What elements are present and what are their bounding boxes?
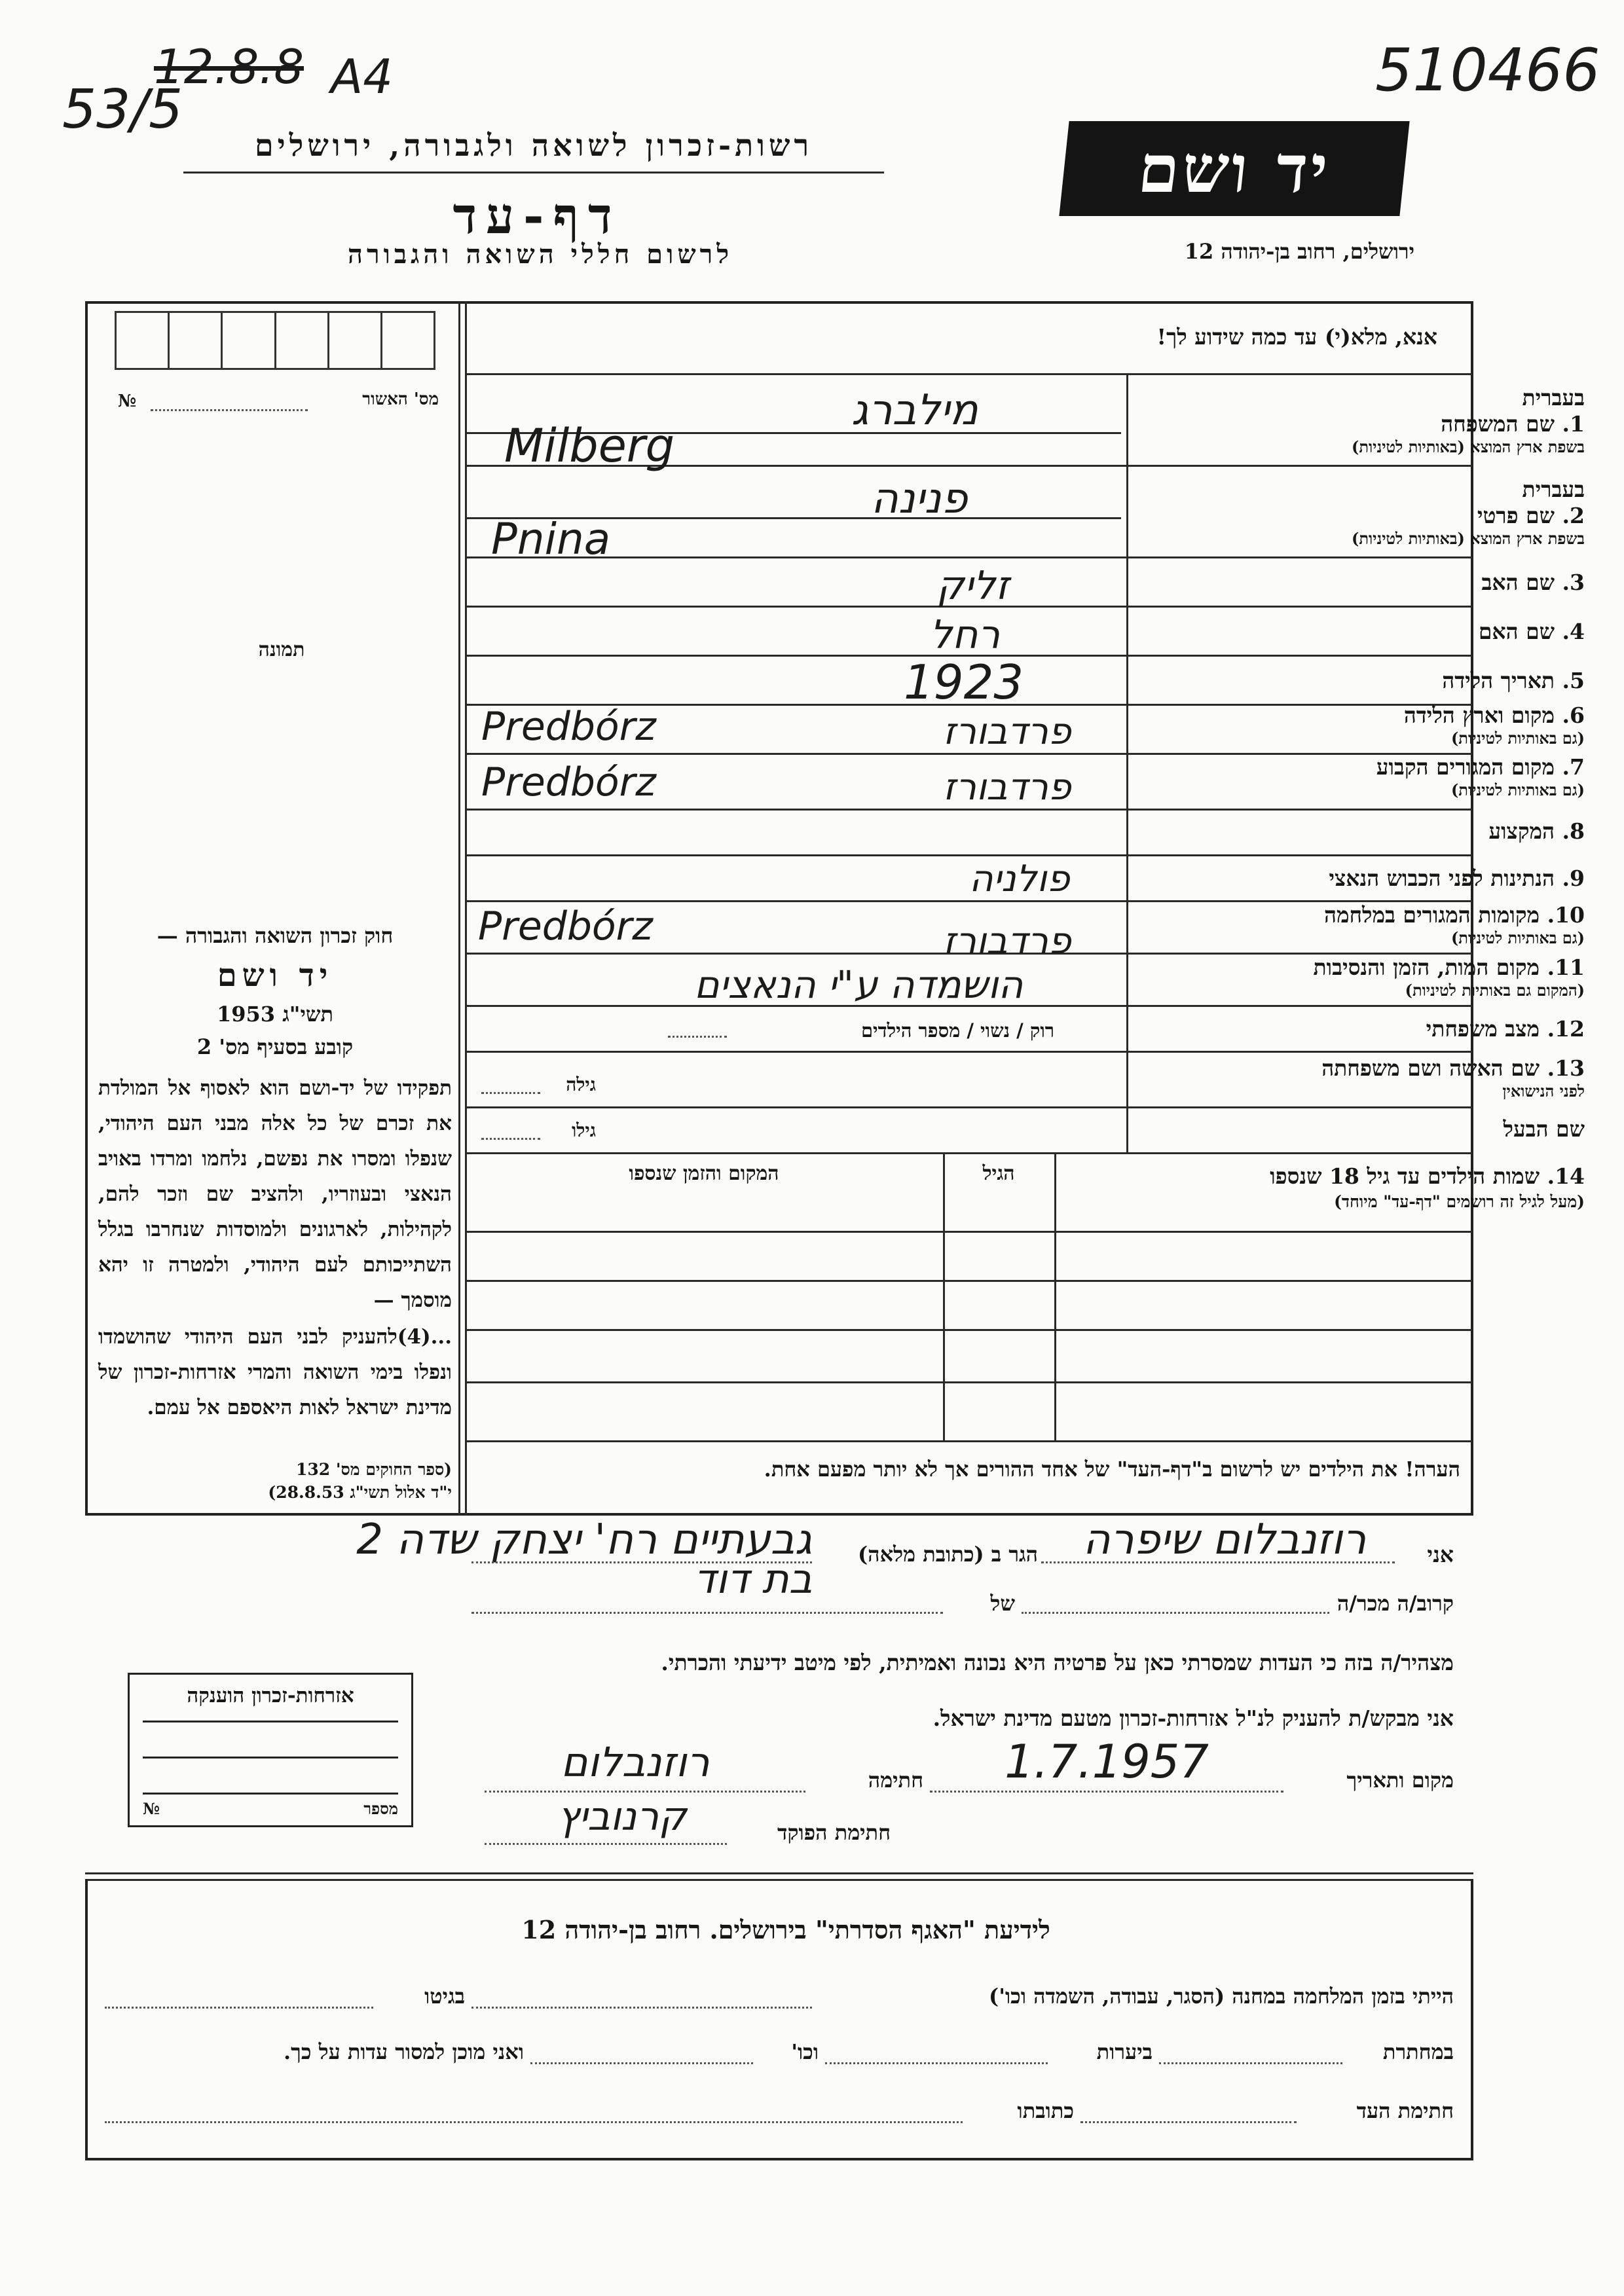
footer-underground-label: במחתרת	[1382, 2039, 1454, 2064]
declarant-address: גבעתיים רח' יצחק שדה 2	[356, 1516, 812, 1564]
organization-line: רשות-זכרון לשואה ולגבורה, ירושלים	[254, 128, 813, 163]
form-subtitle: לרשום חללי השואה והגבורה	[347, 239, 733, 270]
form-title: דף-עד	[452, 187, 621, 245]
field-surname-hebrew: מילברג	[851, 386, 978, 435]
instruction-text: אנא, מלא(י) עד כמה שידוע לך!	[1156, 324, 1437, 350]
field-nationality-value: פולניה	[969, 858, 1070, 900]
header-address: ירושלים, רחוב בן-יהודה 12	[1184, 239, 1414, 264]
field-wife-name-label: 13. שם האשה ושם משפחתה לפני הנישואין	[1321, 1055, 1585, 1101]
footer-title: לידיעת "האגף הסדרתי" בירושלים. רחוב בן-יהודה 12	[521, 1915, 1050, 1944]
law-year: תשי"ג 1953	[217, 1002, 333, 1027]
field-father-label: 3. שם האב	[1481, 570, 1585, 595]
law-title: חוק זכרון השואה והגבורה —	[157, 923, 394, 948]
children-note: הערה! את הילדים יש לרשום ב"דף-העד" של אחד ההורים אך לא יותר מפעם אחת.	[764, 1457, 1460, 1482]
signature-value: רוזנבלום	[561, 1738, 710, 1786]
children-label: 14. שמות הילדים עד גיל 18 שנספו (מעל לגיל זה רושמים "דף-עד" מיוחד)	[1270, 1163, 1585, 1211]
footer-witness-signature-label: חתימת העד	[1356, 2098, 1454, 2123]
field-husband-name-label: שם הבעל	[1503, 1116, 1585, 1142]
citizenship-granted-box	[128, 1673, 413, 1827]
field-husband-age-label: גילו	[572, 1120, 596, 1141]
officer-signature-value: קרנוביץ	[557, 1794, 687, 1840]
field-profession-label: 8. המקצוע	[1488, 818, 1585, 844]
top-left-handwritten-number: 53/5	[62, 79, 183, 141]
law-clause: קובע בסעיף מס' 2	[196, 1034, 354, 1059]
yad-vashem-logo	[1059, 121, 1409, 216]
footer-camp-label: הייתי בזמן המלחמה במחנה (הסגר, עבודה, השמדה וכו')	[989, 1984, 1454, 2009]
footer-witness-address-label: כתובתו	[1017, 2098, 1074, 2123]
place-date-label: מקום ותאריך	[1346, 1768, 1454, 1793]
children-place-header: המקום והזמן שנספו	[629, 1162, 779, 1185]
relation-value: בת דוד	[693, 1555, 813, 1603]
footer-ghetto-label: בגיטו	[424, 1984, 465, 2009]
declarant-address-label: הגר ב (כתובת מלאה)	[858, 1542, 1038, 1567]
declaration-request: אני מבקש/ת להעניק לנ"ל אזרחות-זכרון מטעם מדינת ישראל.	[932, 1705, 1454, 1731]
field-marital-status-label: 12. מצב משפחתי	[1426, 1016, 1585, 1042]
citizenship-box-title: אזרחות-זכרון הוענקה	[187, 1684, 354, 1707]
approval-number-symbol: №	[118, 392, 137, 411]
field-father-value: זליק	[936, 563, 1009, 609]
field-marital-status-options: רוק / נשוי / מספר הילדים	[860, 1019, 1054, 1042]
field-birthplace-latin: Predbórz	[481, 704, 656, 750]
field-mother-value: רחל	[930, 612, 1001, 658]
field-nationality-label: 9. הנתינות לפני הכבוש הנאצי	[1329, 866, 1585, 891]
field-wartime-residence-hebrew: פרדבורז	[943, 920, 1071, 962]
left-column-divider-inner	[458, 301, 460, 1516]
field-wartime-residence-label: 10. מקומות המגורים במלחמה (גם באותיות לטיניות)	[1323, 902, 1585, 947]
field-mother-label: 4. שם האם	[1478, 619, 1585, 644]
citizenship-box-number-label: מספר	[363, 1799, 398, 1818]
declarant-name: רוזנבלום שיפרה	[1082, 1516, 1367, 1564]
left-column-divider	[465, 301, 467, 1516]
label-column-divider	[1126, 373, 1128, 1152]
approval-number-label: מס' האשור	[362, 390, 439, 409]
law-reference: (ספר החוקים מס' 132	[295, 1460, 452, 1479]
law-reference-date: י"ד אלול תשי"ג 28.8.53)	[268, 1483, 452, 1502]
declaration-statement: מצהיר/ה בזה כי העדות שמסרתי כאן על פרטיה היא נכונה ואמיתית, לפי מיטב ידיעתי והכרתי.	[661, 1650, 1454, 1675]
relative-of-label: של	[990, 1591, 1015, 1616]
field-death-place-value: הושמדה ע"י הנאצים	[694, 962, 1024, 1007]
place-date-value: 1.7.1957	[1005, 1735, 1209, 1789]
organization-underline	[183, 172, 884, 173]
law-name: יד ושם	[217, 957, 333, 994]
officer-signature-label: חתימת הפוקד	[777, 1820, 891, 1845]
law-text: תפקידו של יד-ושם הוא לאסוף אל המולדת את זכרם של כל אלה מבני העם היהודי, שנפלו ומסרו את נפשם, נלחמו ומרדו באויב הנאצי ובעוזריו, ולהציב שם וזכר להם, לקהילות, לארגונים ולמוסדות שנחרבו בגלל השתייכותם לעם היהודי, ולמטרה זו יהא מוסמך —	[98, 1076, 452, 1312]
field-wife-age-label: גילה	[566, 1074, 596, 1095]
field-birthplace-hebrew: פרדבורז	[943, 710, 1071, 753]
footer-forests-label: ביערות	[1096, 2039, 1153, 2064]
relative-label: קרוב/ה מכר/ה	[1337, 1591, 1454, 1616]
citizenship-box-number-symbol: №	[143, 1799, 160, 1818]
field-residence-label: 7. מקום המגורים הקבוע (גם באותיות לטיניות)	[1376, 754, 1585, 799]
top-left-code: A4	[331, 49, 394, 104]
children-age-header: הגיל	[982, 1162, 1015, 1185]
instruction-divider	[466, 373, 1472, 375]
field-wartime-residence-latin: Predbórz	[478, 903, 653, 949]
field-firstname-latin: Pnina	[491, 514, 611, 564]
footer-etc-label: וכו'	[791, 2039, 819, 2064]
field-birthdate-label: 5. תאריך הלידה	[1442, 668, 1585, 693]
field-firstname-hebrew: פנינה	[871, 475, 968, 523]
field-death-place-label: 11. מקום המות, הזמן והנסיבות (המקום גם באותיות לטיניות)	[1313, 955, 1585, 1000]
field-birthdate-value: 1923	[904, 655, 1024, 710]
field-residence-latin: Predbórz	[481, 759, 656, 805]
photo-label: תמונה	[258, 638, 305, 661]
signature-label: חתימה	[868, 1768, 923, 1793]
top-right-record-number: 510466	[1375, 36, 1600, 105]
footer-willing-statement: ואני מוכן למסור עדות על כך.	[283, 2039, 524, 2064]
top-left-crossed-number: 12.8.8	[154, 39, 304, 94]
field-birthplace-label: 6. מקום וארץ הלידה (גם באותיות לטיניות)	[1403, 702, 1585, 748]
declarant-i-label: אני	[1427, 1542, 1454, 1567]
logo-text: יד ושם	[1134, 130, 1335, 208]
law-text-clause-4: ...(4)להעניק לבני העם היהודי שהושמדו ונפלו בימי השואה והמרי אזרחות-זכרון של מדינת ישראל לאות היאספם אל עמם.	[98, 1325, 452, 1419]
field-residence-hebrew: פרדבורז	[943, 766, 1071, 809]
field-surname-label: בעברית 1. שם המשפחה בשפת ארץ המוצא (באותיות לטיניות)	[1352, 385, 1585, 456]
approval-number-line	[151, 409, 308, 411]
field-surname-latin: Milberg	[504, 419, 675, 473]
field-firstname-label: בעברית 2. שם פרטי בשפת ארץ המוצא (באותיות לטיניות)	[1352, 477, 1585, 548]
office-checkboxes	[115, 311, 435, 370]
footer-rule-1	[85, 1872, 1473, 1874]
